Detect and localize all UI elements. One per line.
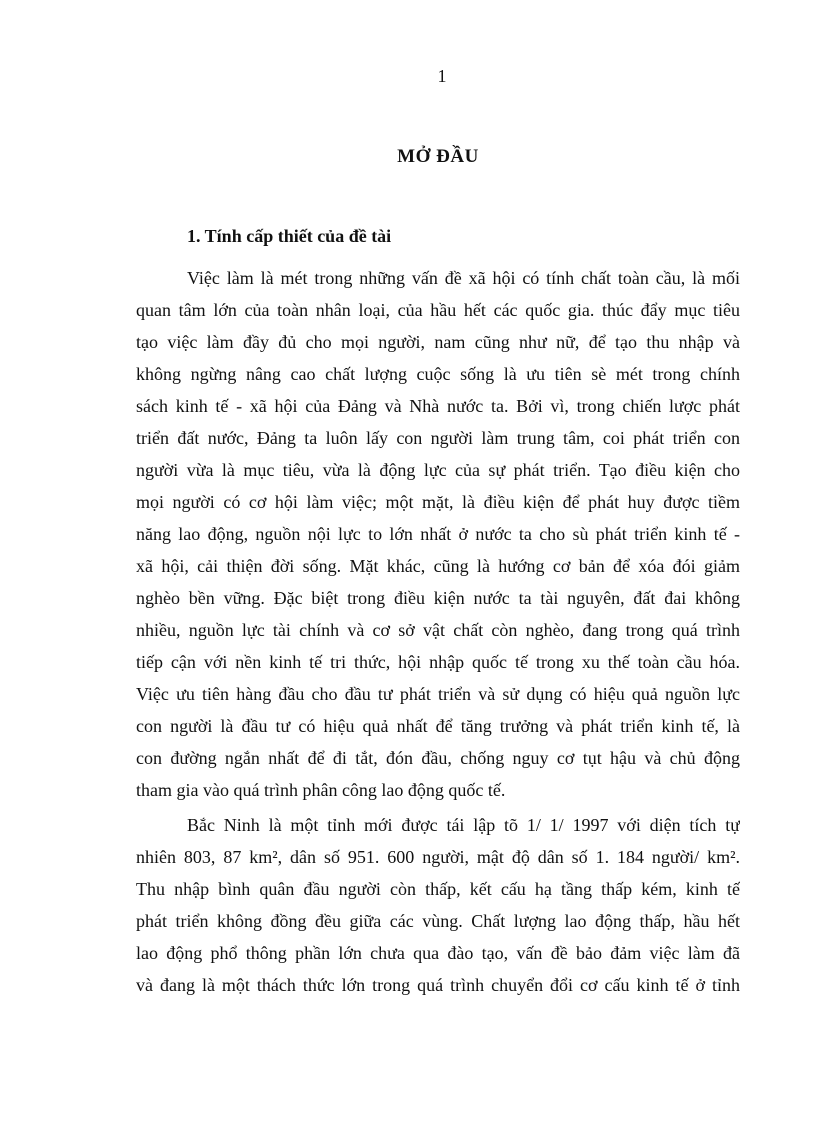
text-line: tiếp cận với nền kinh tế tri thức, hội nhập quốc tế trong xu thế toàn cầu hóa. — [136, 652, 740, 672]
text-line: triển đất nước, Đảng ta luôn lấy con người làm trung tâm, coi phát triển con — [136, 428, 740, 448]
text-line: Thu nhập bình quân đầu người còn thấp, kết cấu hạ tầng thấp kém, kinh tế — [136, 879, 740, 899]
text-line: xã hội, cải thiện đời sống. Mặt khác, cũng là hướng cơ bản để xóa đói giảm — [136, 556, 740, 576]
paragraph-1 — [136, 262, 740, 806]
text-line: mọi người có cơ hội làm việc; một mặt, là điều kiện để phát huy được tiềm — [136, 492, 740, 512]
text-line: nghèo bền vững. Đặc biệt trong điều kiện nước ta tài nguyên, đất đai không — [136, 588, 740, 608]
text-line: người vừa là mục tiêu, vừa là động lực của sự phát triển. Tạo điều kiện cho — [136, 460, 740, 480]
text-line: và đang là một thách thức lớn trong quá trình chuyển đổi cơ cấu kinh tế ở tỉnh — [136, 975, 740, 995]
text-line: sách kinh tế - xã hội của Đảng và Nhà nước ta. Bởi vì, trong chiến lược phát — [136, 396, 740, 416]
text-line: tham gia vào quá trình phân công lao động quốc tế. — [136, 780, 506, 800]
text-line: năng lao động, nguồn nội lực to lớn nhất ở nước ta cho sù phát triển kinh tế - — [136, 524, 740, 544]
chapter-title: MỞ ĐẦU — [397, 146, 479, 167]
text-line: con người là đầu tư có hiệu quả nhất để tăng trưởng và phát triển kinh tế, là — [136, 716, 740, 736]
page-number: 1 — [437, 66, 447, 86]
text-line: nhiều, nguồn lực tài chính và cơ sở vật chất còn nghèo, đang trong quá trình — [136, 620, 740, 640]
text-line: quan tâm lớn của toàn nhân loại, của hầu hết các quốc gia. thúc đẩy mục tiêu — [136, 300, 740, 320]
paragraph-2 — [136, 809, 740, 1001]
text-line: phát triển không đồng đều giữa các vùng. Chất lượng lao động thấp, hầu hết — [136, 911, 740, 931]
text-line: tạo việc làm đầy đủ cho mọi người, nam cũng như nữ, để tạo thu nhập và — [136, 332, 740, 352]
text-line: Bắc Ninh là một tỉnh mới được tái lập tõ 1/ 1/ 1997 với diện tích tự — [187, 815, 740, 835]
text-line: không ngừng nâng cao chất lượng cuộc sống là ưu tiên sè mét trong chính — [136, 364, 740, 384]
text-line: lao động phổ thông phần lớn chưa qua đào tạo, vấn đề bảo đảm việc làm đã — [136, 943, 740, 963]
section-heading: 1. Tính cấp thiết của đề tài — [187, 226, 392, 246]
text-line: con đường ngắn nhất để đi tắt, đón đầu, chống nguy cơ tụt hậu và chủ động — [136, 748, 740, 768]
text-line: nhiên 803, 87 km², dân số 951. 600 người, mật độ dân số 1. 184 người/ km². — [136, 847, 740, 867]
text-line: Việc làm là mét trong những vấn đề xã hội có tính chất toàn cầu, là mối — [187, 268, 740, 288]
text-line: Việc ưu tiên hàng đầu cho đầu tư phát triển và sử dụng có hiệu quả nguồn lực — [136, 684, 740, 704]
